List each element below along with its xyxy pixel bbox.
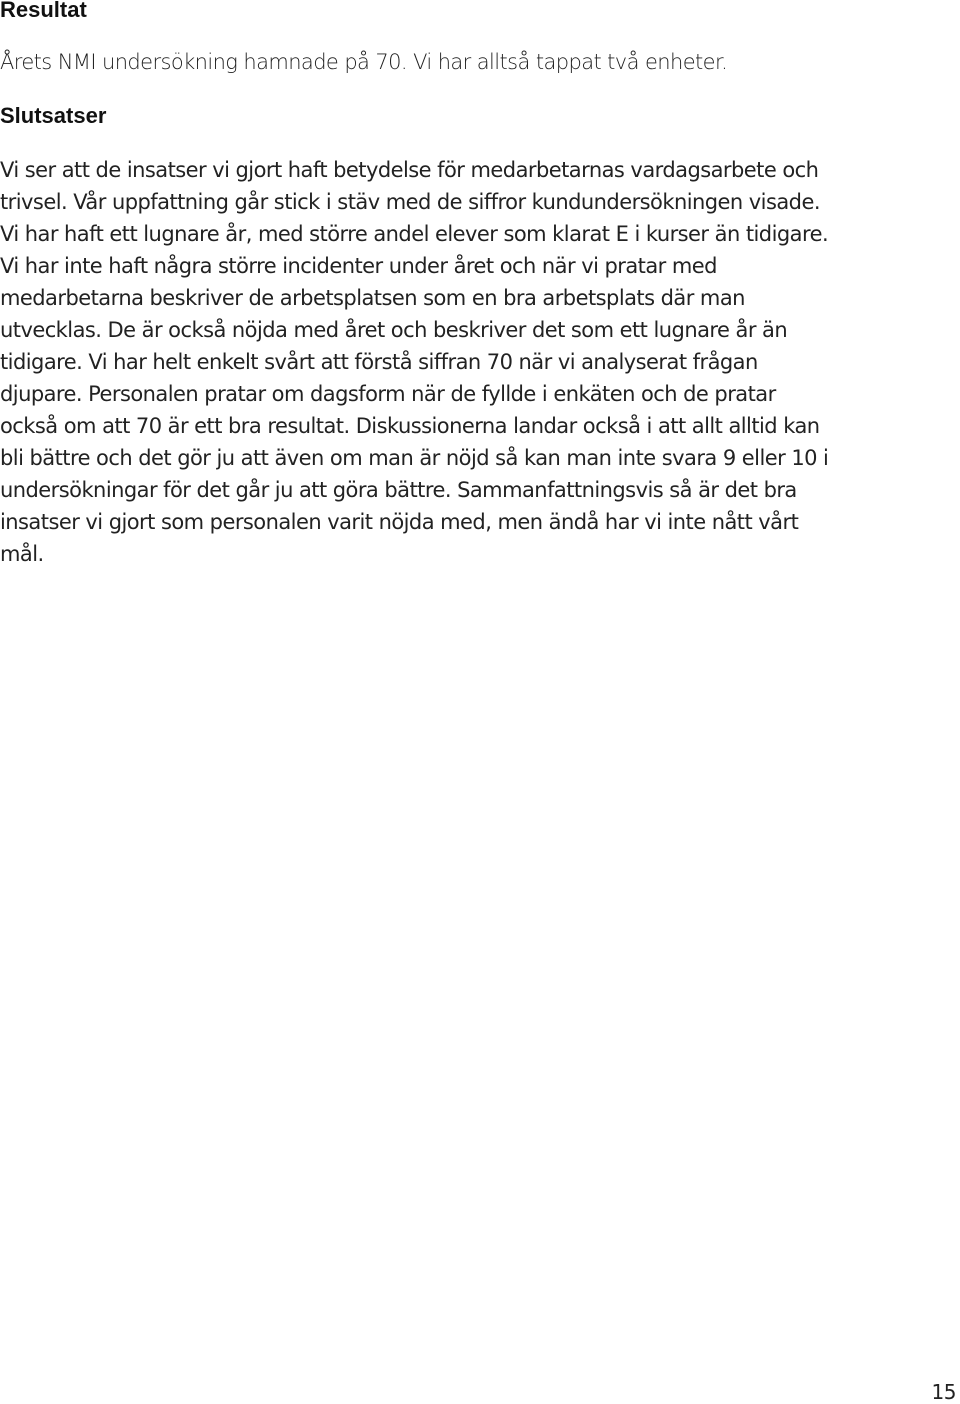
paragraph-line: insatser vi gjort som personalen varit nöjda med, men ändå har vi inte nått vårt [0, 510, 799, 534]
paragraph-line: undersökningar för det går ju att göra bättre. Sammanfattningsvis så är det bra [0, 478, 797, 502]
result-paragraph: Årets NMI undersökning hamnade på 70. Vi har alltså tappat två enheter. [0, 50, 728, 74]
paragraph-line: Vi har haft ett lugnare år, med större andel elever som klarat E i kurser än tidigare. [0, 222, 829, 246]
paragraph-line: medarbetarna beskriver de arbetsplatsen som en bra arbetsplats där man [0, 286, 745, 310]
paragraph-line: mål. [0, 542, 44, 566]
paragraph-line: också om att 70 är ett bra resultat. Diskussionerna landar också i att allt alltid kan [0, 414, 820, 438]
paragraph-line: bli bättre och det gör ju att även om man är nöjd så kan man inte svara 9 eller 10 i [0, 446, 829, 470]
paragraph-line: Vi ser att de insatser vi gjort haft betydelse för medarbetarnas vardagsarbete och [0, 158, 819, 182]
section-heading-slutsatser: Slutsatser [0, 103, 107, 128]
paragraph-line: utvecklas. De är också nöjda med året och beskriver det som ett lugnare år än [0, 318, 788, 342]
paragraph-line: djupare. Personalen pratar om dagsform när de fyllde i enkäten och de pratar [0, 382, 776, 406]
paragraph-line: tidigare. Vi har helt enkelt svårt att förstå siffran 70 när vi analyserat frågan [0, 350, 758, 374]
section-heading-resultat: Resultat [0, 0, 87, 22]
page-number: 15 [931, 1380, 956, 1404]
paragraph-line: Vi har inte haft några större incidenter under året och när vi pratar med [0, 254, 717, 278]
paragraph-line: trivsel. Vår uppfattning går stick i stäv med de siffror kundundersökningen visade. [0, 190, 820, 214]
conclusions-paragraph [0, 154, 958, 570]
